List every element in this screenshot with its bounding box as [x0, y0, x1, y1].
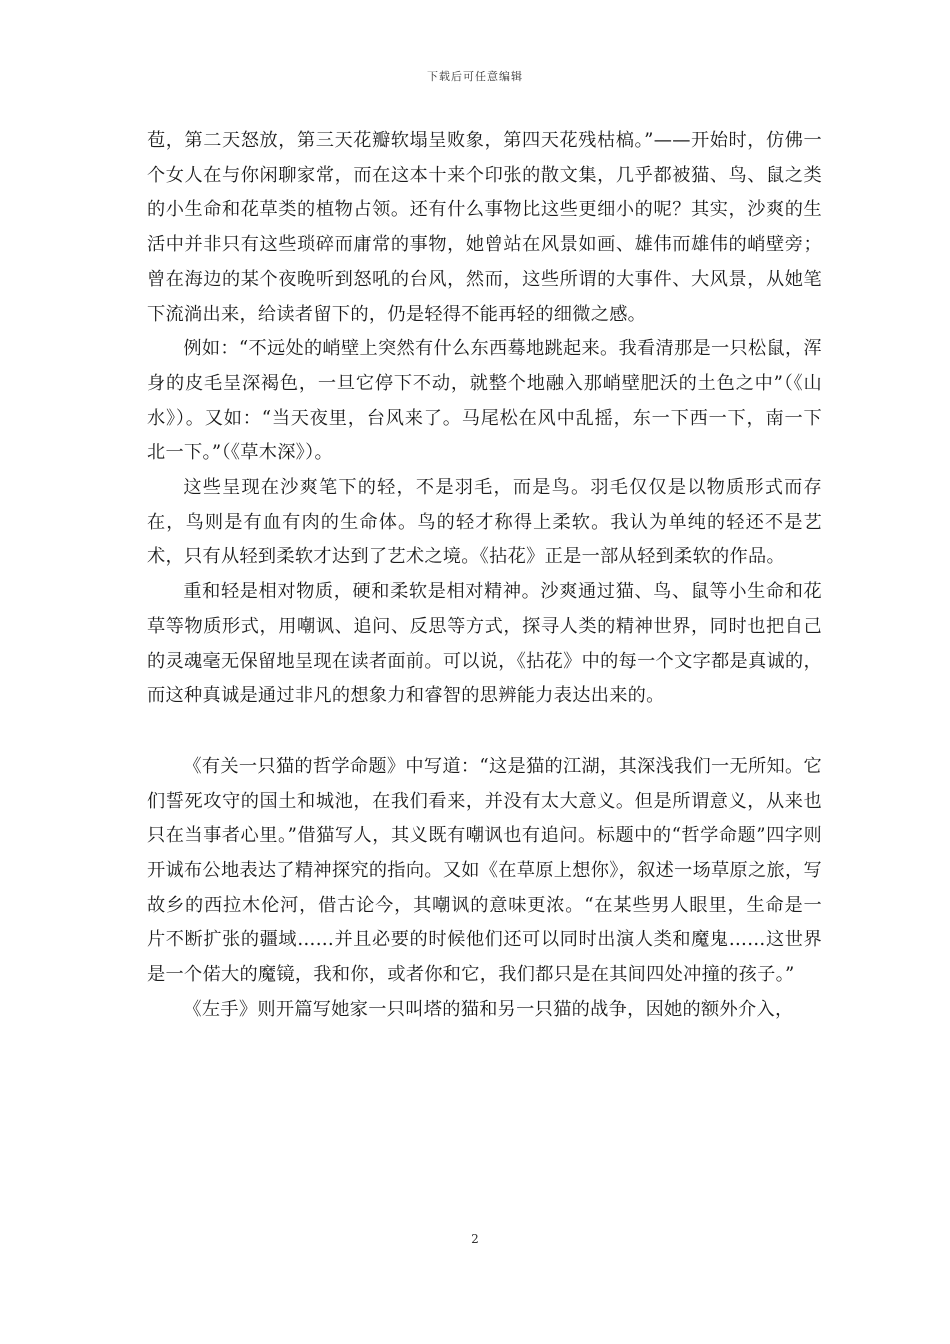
- paragraph-3: 这些呈现在沙爽笔下的轻，不是羽毛，而是鸟。羽毛仅仅是以物质形式而存在，鸟则是有血有肉的生命体。鸟的轻才称得上柔软。我认为单纯的轻还不是艺术，只有从轻到柔软才达到了艺术之境。《拈花》正是一部从轻到柔软的作品。: [147, 477, 822, 568]
- paragraph-5: 《有关一只猫的哲学命题》中写道：“这是猫的江湖，其深浅我们一无所知。它们誓死攻守的国土和城池，在我们看来，并没有太大意义。但是所谓意义，从来也只在当事者心里。”借猫写人，其义既有嘲讽也有追问。标题中的“哲学命题”四字则开诚布公地表达了精神探究的指向。又如《在草原上想你》，叙述一场草原之旅，写故乡的西拉木伦河，借古论今，其嘲讽的意味更浓。“在某些男人眼里，生命是一片不断扩张的疆域……并且必要的时候他们还可以同时出演人类和魔鬼……这世界是一个偌大的魔镜，我和你，或者你和它，我们都只是在其间四处冲撞的孩子。”: [147, 755, 822, 986]
- paragraph-2: 例如：“不远处的峭壁上突然有什么东西蓦地跳起来。我看清那是一只松鼠，浑身的皮毛呈深褐色，一旦它停下不动，就整个地融入那峭壁肥沃的土色之中”（《山水》）。又如：“当天夜里，台风来了。马尾松在风中乱摇，东一下西一下，南一下北一下。”（《草木深》）。: [147, 338, 822, 464]
- document-body: [147, 124, 822, 1028]
- page-number: 2: [471, 1232, 479, 1246]
- paragraph-gap: [147, 714, 822, 750]
- paragraph-4: 重和轻是相对物质，硬和柔软是相对精神。沙爽通过猫、鸟、鼠等小生命和花草等物质形式，用嘲讽、追问、反思等方式，探寻人类的精神世界，同时也把自己的灵魂毫无保留地呈现在读者面前。可以说，《拈花》中的每一个文字都是真诚的，而这种真诚是通过非凡的想象力和睿智的思辨能力表达出来的。: [147, 581, 822, 707]
- paragraph-6: 《左手》则开篇写她家一只叫塔的猫和另一只猫的战争，因她的额外介入，: [183, 998, 794, 1020]
- paragraph-1: 苞，第二天怒放，第三天花瓣软塌呈败象，第四天花残枯槁。”——开始时，仿佛一个女人在与你闲聊家常，而在这本十来个印张的散文集，几乎都被猫、鸟、鼠之类的小生命和花草类的植物占领。还有什么事物比这些更细小的呢？其实，沙爽的生活中并非只有这些琐碎而庸常的事物，她曾站在风景如画、雄伟而雄伟的峭壁旁；曾在海边的某个夜晚听到怒吼的台风，然而，这些所谓的大事件、大风景，从她笔下流淌出来，给读者留下的，仍是轻得不能再轻的细微之感。: [147, 130, 822, 325]
- page-header: 下载后可任意编辑: [427, 70, 523, 83]
